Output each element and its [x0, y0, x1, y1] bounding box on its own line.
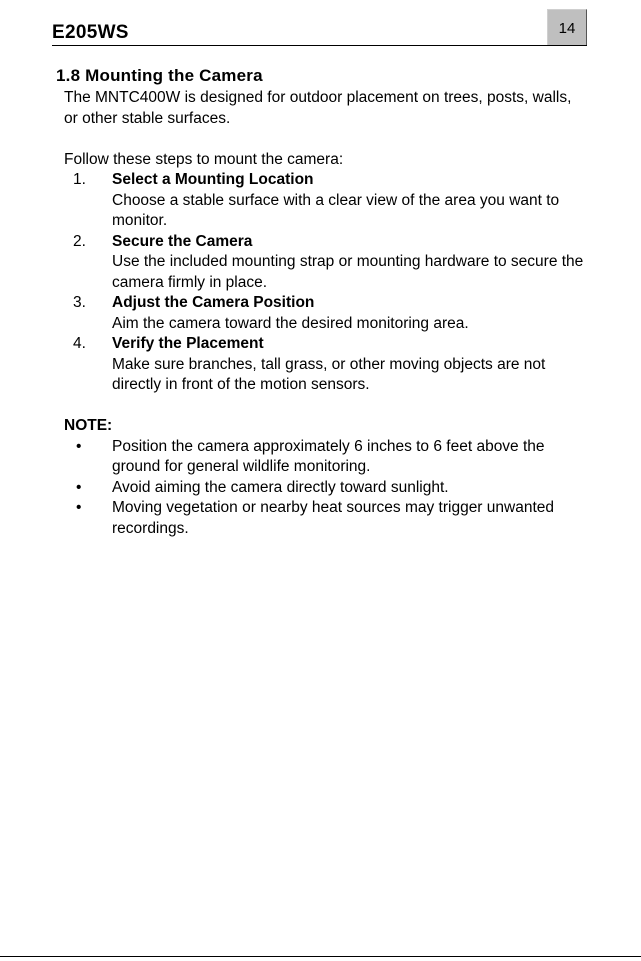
- bullet-icon: •: [76, 478, 82, 496]
- step-number: 2.: [73, 232, 86, 250]
- bullet-icon: •: [76, 499, 82, 516]
- step-item: [64, 170, 584, 232]
- step-item: [64, 334, 584, 396]
- note-text: Avoid aiming the camera directly toward sunlight.: [112, 478, 449, 496]
- step-item: [64, 293, 584, 334]
- note-item: [64, 498, 584, 539]
- step-number: 1.: [73, 171, 86, 188]
- header-divider: [52, 45, 587, 46]
- intro-paragraph: The MNTC400W is designed for outdoor placement on trees, posts, walls, or other stable surfaces.: [64, 89, 572, 127]
- note-heading: NOTE:: [64, 417, 113, 434]
- step-number: 4.: [73, 335, 86, 352]
- step-text: Aim the camera toward the desired monitoring area.: [112, 314, 469, 332]
- step-title: Secure the Camera: [112, 232, 253, 250]
- model-name: E205WS: [52, 22, 129, 43]
- note-text: Moving vegetation or nearby heat sources may trigger unwanted recordings.: [112, 499, 554, 537]
- note-item: [64, 437, 584, 478]
- step-title: Verify the Placement: [112, 335, 264, 352]
- notes-list: [64, 437, 584, 540]
- page-header: [0, 0, 641, 47]
- step-title: Select a Mounting Location: [112, 171, 314, 188]
- page-number-badge: 14: [547, 9, 587, 46]
- step-text: Choose a stable surface with a clear view of the area you want to monitor.: [112, 191, 560, 229]
- page-content: [64, 88, 584, 539]
- note-item: [64, 478, 584, 499]
- step-number: 3.: [73, 294, 86, 311]
- step-text: Make sure branches, tall grass, or other moving objects are not directly in front of the motion sensors.: [112, 355, 546, 393]
- step-text: Use the included mounting strap or mounting hardware to secure the camera firmly in place.: [112, 253, 584, 291]
- footer-divider: [0, 956, 641, 957]
- steps-intro: Follow these steps to mount the camera:: [64, 150, 344, 168]
- section-title: 1.8 Mounting the Camera: [56, 66, 263, 85]
- step-title: Adjust the Camera Position: [112, 294, 315, 311]
- step-item: [64, 232, 584, 294]
- bullet-icon: •: [76, 437, 82, 455]
- steps-list: [64, 170, 584, 396]
- note-text: Position the camera approximately 6 inches to 6 feet above the ground for general wildlife monitoring.: [112, 437, 545, 475]
